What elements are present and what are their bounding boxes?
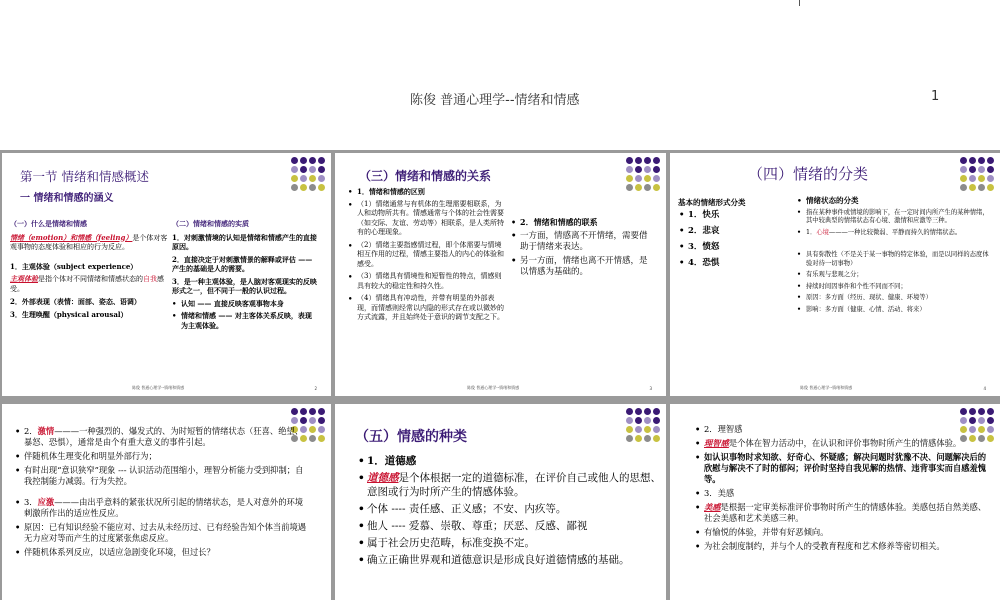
slide-footer: 陈俊 普通心理学--情绪和情感 — [800, 385, 853, 390]
list-item: • 为社会制度制约，并与个人的受教育程度和艺术修养等密切相关。 — [704, 541, 988, 552]
right-column — [172, 219, 318, 333]
list-item: • 2．激情———一种强烈的、爆发式的、为时短暂的情绪状态（狂喜、绝望、暴怒、恐惧），通常是由个有重大意义的事件引起。 — [24, 426, 308, 448]
list-item: 1．对刺激情境的认知是情绪和情感产生的直接原因。 — [172, 232, 317, 251]
list-item: • 一方面，情感离不开情绪，需要借助于情绪来表达。 — [520, 231, 648, 253]
slide-number: 4 — [983, 386, 986, 391]
list-item: 1．主观体验（subject experience） — [10, 261, 138, 271]
list-item: • 认知 —— 直接反映客观事物本身 — [181, 299, 318, 309]
definition: 情绪（emotion）和情感（feeling）是个体对客观事物的态度体验和相应的行为反应。 — [10, 232, 168, 251]
right-column — [520, 217, 648, 281]
slide-title: （五）情感的种类 — [355, 429, 467, 445]
list-item: • 如认识事物时求知欲、好奇心、怀疑感；解决问题时犹豫不决、问题解决后的欣慰与解决不了时的郁闷；评价时坚持自我见解的热情、违背事实而自感羞愧等。 — [704, 452, 988, 485]
list-item: • （3）情绪具有情境性和短暂性的特点，情感则具有较大的稳定性和持久性。 — [357, 272, 507, 291]
slide-footer: 陈俊 普通心理学--情绪和情感 — [132, 385, 185, 390]
list-item: • 影响：多方面（健康、心情、活动、将来） — [806, 306, 992, 315]
column-heading: （一）什么是情绪和情感 — [10, 219, 87, 228]
document-header — [0, 0, 1000, 150]
list-item: • 4．恐惧 — [688, 258, 800, 269]
slide-footer: 陈俊 普通心理学--情绪和情感 — [467, 385, 520, 390]
document-title: 陈俊 普通心理学--情绪和情感 — [410, 93, 580, 108]
list-item: • 1．心境———一种比较微弱、平静而持久的情绪状态。 — [806, 229, 992, 238]
header-divider — [799, 0, 800, 6]
list-item: • 持续时间因事件和个性不同而不同； — [806, 283, 992, 292]
list-item: • 确立正确世界观和道德意识是形成良好道德情感的基础。 — [367, 553, 661, 567]
slide-subtitle: 一 情绪和情感的涵义 — [20, 193, 114, 204]
list-item: • 有乐观与悲观之分； — [806, 271, 992, 280]
slide-title: 第一节 情绪和情感概述 — [20, 169, 149, 184]
list-item: • 具有弥散性（不是关于某一事物的特定体验，而是以同样的态度体验对待一切事物） — [806, 251, 992, 268]
sub-definition: 主观体验是指个体对不同情绪和情感状态的自我感受。 — [10, 274, 164, 293]
list-item: • 他人 ---- 爱慕、崇敬、尊重；厌恶、反感、鄙视 — [367, 519, 661, 533]
list-item: • 美感是根据一定审美标准评价事物时所产生的情感体验。美感包括自然美感、社会美感和艺术美感三种。 — [704, 502, 988, 524]
slide-number: 3 — [649, 386, 652, 391]
page-number: 1 — [931, 89, 940, 104]
slide-number: 2 — [314, 386, 317, 391]
column-heading: • 情绪状态的分类 — [806, 197, 992, 206]
list-item: • 1．情绪和情感的区别 — [357, 187, 507, 197]
slide-body — [367, 454, 661, 570]
list-item: • 伴随机体系列反应，以适应急剧变化环境，但过长？ — [24, 547, 308, 558]
column-heading: （二）情绪和情感的实质 — [172, 219, 249, 228]
list-item: • 个体 ---- 责任感、正义感；不安、内疚等。 — [367, 502, 661, 516]
list-item: • 另一方面，情绪也离不开情感，是以情感为基础的。 — [520, 256, 648, 278]
column-heading: 基本的情绪形式分类 — [678, 198, 746, 207]
list-item: • 伴随机体生理变化和明显外部行为； — [24, 451, 308, 462]
left-column — [678, 197, 800, 274]
list-item: • （2）情绪主要指感情过程，即个体需要与情境相互作用的过程，情感主要指人的内心的体验和感受。 — [357, 241, 507, 270]
list-item: • 2．理智感 — [704, 424, 988, 435]
list-item: • 有愉悦的体验，并带有好恶倾向。 — [704, 527, 988, 538]
list-item: 3．生理唤醒（physical arousal） — [10, 309, 128, 319]
right-column — [806, 197, 992, 317]
list-item: • 3．愤怒 — [688, 242, 800, 253]
list-item: • 指在某种事件或情境的影响下，在一定时间内所产生的某种情绪，其中较典型的情绪状态有心境、激情和应激等三种。 — [806, 209, 992, 226]
list-item: • 情绪和情感 —— 对主客体关系反映，表现为主观体验。 — [181, 311, 318, 330]
list-item: 2．直接决定于对刺激情景的解释或评估 —— 产生的基础是人的需要。 — [172, 254, 313, 273]
list-item: 3．是一种主观体验，是人脑对客观现实的反映形式之一，但不同于一般的认识过程。 — [172, 276, 317, 295]
list-item: • 3．美感 — [704, 488, 988, 499]
slide-7[interactable] — [670, 404, 1000, 600]
list-item: • 原因：多方面（经历、现状、健康、环境等） — [806, 294, 992, 303]
list-item: • 理智感是个体在智力活动中，在认识和评价事物时所产生的情感体验。 — [704, 438, 988, 449]
decorative-dots-icon — [960, 157, 996, 193]
list-item: • 1．快乐 — [688, 210, 800, 221]
list-item: • 有时出现“意识狭窄”现象 --- 认识活动范围缩小，理智分析能力受到抑制；自我控制能力减弱。行为失控。 — [24, 465, 308, 487]
list-item: • 2．悲哀 — [688, 226, 800, 237]
slide-5[interactable] — [2, 404, 331, 600]
list-item: • 1．道德感 — [367, 454, 661, 468]
slide-2[interactable] — [2, 153, 331, 396]
list-item: • 原因：已有知识经验不能应对、过去从未经历过、已有经验告知个体当前境遇无力应对等而产生的过度紧张焦虑反应。 — [24, 522, 308, 544]
slide-6[interactable] — [335, 404, 666, 600]
list-item: • 3．应激———由出乎意料的紧张状况所引起的情绪状态，是人对意外的环境刺激所作出的适应性反应。 — [24, 497, 308, 519]
slide-body — [704, 424, 988, 555]
list-item: • 属于社会历史范畴，标准变换不定。 — [367, 536, 661, 550]
slide-title: （三）情绪和情感的关系 — [359, 169, 492, 183]
list-item: • （4）情绪具有冲动性，并带有明显的外部表现，而情感则经常以内隐的形式存在或以微妙的方式流露，并且始终处于意识的调节支配之下。 — [357, 294, 507, 323]
list-item: • 道德感是个体根据一定的道德标准，在评价自己或他人的思想、意图或行为时所产生的情感体验。 — [367, 471, 661, 499]
left-column — [357, 187, 507, 326]
list-item: 2．外部表现（表情：面部、姿态、语调） — [10, 297, 141, 306]
left-column — [10, 219, 168, 322]
decorative-dots-icon — [291, 157, 327, 193]
list-item: • （1）情绪通常与有机体的生理需要相联系，为人和动物所共有。情感通常与个体的社会性需要（如交际、友谊、劳动等）相联系，是人类所特有的心理现象。 — [357, 200, 507, 238]
slide-title: （四）情绪的分类 — [748, 165, 869, 183]
decorative-dots-icon — [626, 157, 662, 193]
slide-3[interactable] — [335, 153, 666, 396]
slide-4[interactable] — [670, 153, 1000, 396]
list-item: • 2．情绪和情感的联系 — [520, 217, 648, 228]
slide-body — [24, 426, 308, 561]
decorative-dots-icon — [626, 408, 662, 444]
